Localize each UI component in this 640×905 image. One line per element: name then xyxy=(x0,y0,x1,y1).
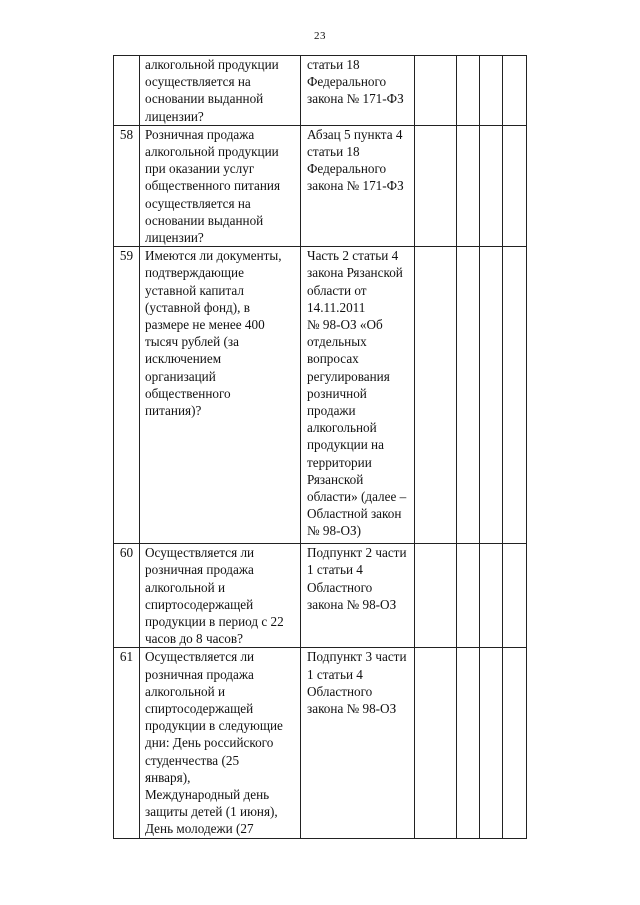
notes-cell xyxy=(503,125,527,246)
legal-reference-cell: Часть 2 статьи 4 закона Рязанской области от 14.11.2011 № 98-ОЗ «Об отдельных вопросах регулирования розничной продажи алкогольной продукции на территории Рязанской области» (далее – Областной закон № 98-ОЗ) xyxy=(301,247,415,544)
table-row xyxy=(114,247,527,544)
answer-na-cell xyxy=(480,247,503,544)
table-row xyxy=(114,648,527,838)
legal-reference-cell: статьи 18 Федерального закона № 171-ФЗ xyxy=(301,56,415,126)
question-cell: Осуществляется ли розничная продажа алкогольной и спиртосодержащей продукции в период с 22 часов до 8 часов? xyxy=(140,544,301,648)
legal-reference-cell: Абзац 5 пункта 4 статьи 18 Федерального закона № 171-ФЗ xyxy=(301,125,415,246)
answer-yes-cell xyxy=(415,544,457,648)
answer-no-cell xyxy=(457,544,480,648)
page-number: 23 xyxy=(314,30,326,42)
legal-reference-cell: Подпункт 3 части 1 статьи 4 Областного закона № 98-ОЗ xyxy=(301,648,415,838)
answer-no-cell xyxy=(457,247,480,544)
row-number: 59 xyxy=(114,247,140,544)
row-number: 60 xyxy=(114,544,140,648)
question-cell: Имеются ли документы, подтверждающие уставной капитал (уставной фонд), в размере не менее 400 тысяч рублей (за исключением организаций общественного питания)? xyxy=(140,247,301,544)
question-cell: алкогольной продукции осуществляется на основании выданной лицензии? xyxy=(140,56,301,126)
answer-no-cell xyxy=(457,125,480,246)
answer-no-cell xyxy=(457,648,480,838)
answer-na-cell xyxy=(480,648,503,838)
answer-na-cell xyxy=(480,56,503,126)
question-cell: Розничная продажа алкогольной продукции при оказании услуг общественного питания осуществляется на основании выданной лицензии? xyxy=(140,125,301,246)
notes-cell xyxy=(503,544,527,648)
row-number: 58 xyxy=(114,125,140,246)
row-number: 61 xyxy=(114,648,140,838)
notes-cell xyxy=(503,247,527,544)
row-number xyxy=(114,56,140,126)
notes-cell xyxy=(503,648,527,838)
table-row xyxy=(114,125,527,246)
answer-no-cell xyxy=(457,56,480,126)
checklist-table xyxy=(113,55,527,839)
table-row xyxy=(114,56,527,126)
table-row xyxy=(114,544,527,648)
answer-na-cell xyxy=(480,125,503,246)
notes-cell xyxy=(503,56,527,126)
answer-na-cell xyxy=(480,544,503,648)
question-cell: Осуществляется ли розничная продажа алкогольной и спиртосодержащей продукции в следующие дни: День российского студенчества (25 января), Международный день защиты детей (1 июня), День молодежи (27 xyxy=(140,648,301,838)
answer-yes-cell xyxy=(415,247,457,544)
answer-yes-cell xyxy=(415,125,457,246)
answer-yes-cell xyxy=(415,648,457,838)
legal-reference-cell: Подпункт 2 части 1 статьи 4 Областного закона № 98-ОЗ xyxy=(301,544,415,648)
answer-yes-cell xyxy=(415,56,457,126)
